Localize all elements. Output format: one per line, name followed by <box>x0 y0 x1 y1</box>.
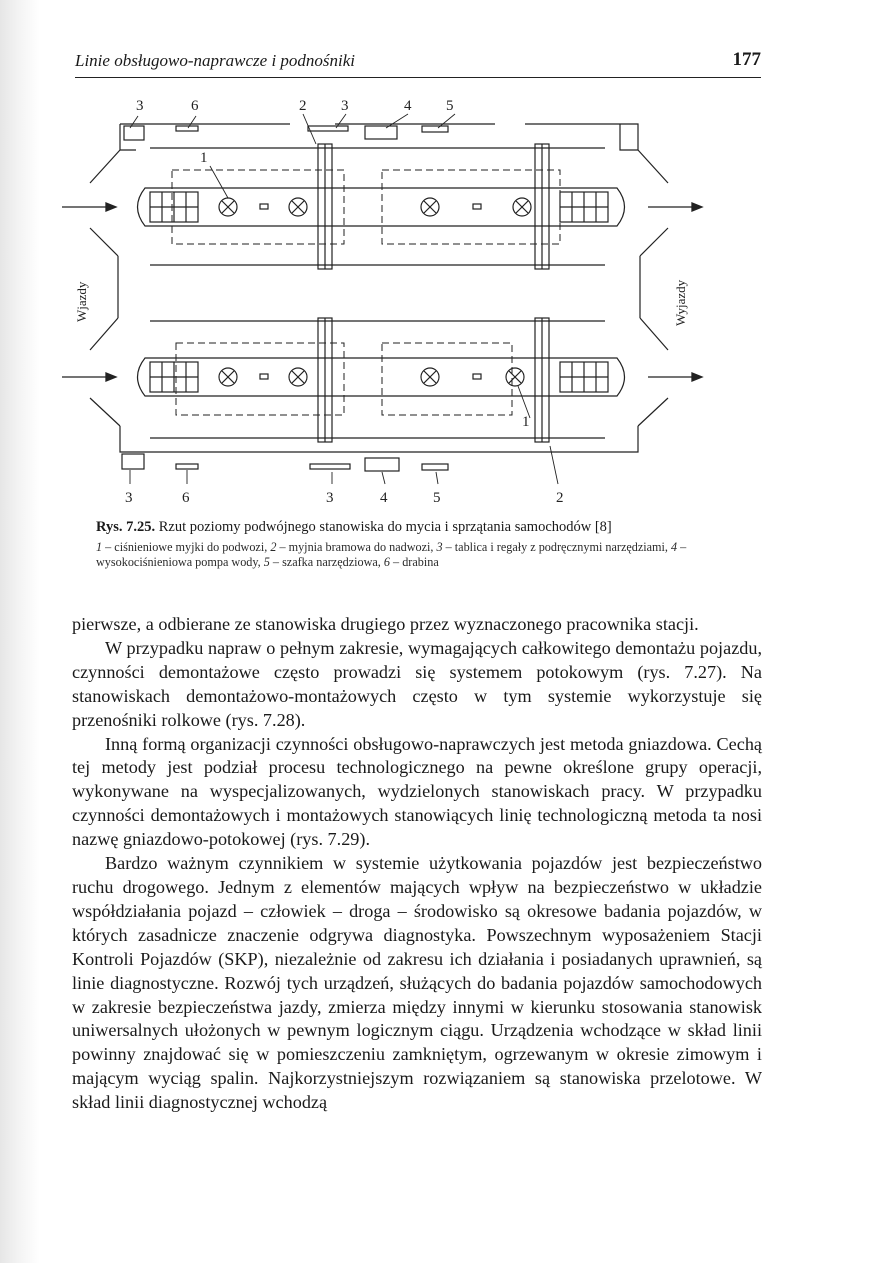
legend-text-6: – drabina <box>390 555 439 569</box>
callout-top-4: 4 <box>404 98 412 114</box>
paragraph-road-safety: Bardzo ważnym czynnikiem w systemie użytkowania pojazdów jest bezpieczeństwo ruchu drogowego. Jednym z elementów mających wpływ na bezpieczeństwo w układzie współdziałania pojazd – człowiek – droga – środowisko są okresowe badania pojazdów, w których zasadnicze znaczenie odgrywa diagnostyka. Powszechnym wyposażeniem Stacji Kontroli Pojazdów (SKP), niezależnie od zakresu ich działania i posiadanych uprawnień, są linie diagnostyczne. Rozwój tych urządzeń, służących do badania pojazdów samochodowych w zakresie bezpieczeństwa jazdy, zmierza między innymi w kierunku stosowania stanowisk uniwersalnych ułożonych w pewnym logicznym ciągu. Urządzenia wchodzące w skład linii powinny znajdować się w pomieszczeniu zamkniętym, ogrzewanym w okresie zimowym i mającym wyciąg spalin. Najkorzystniejszym rozwiązaniem są stanowiska przelotowe. W skład linii diagnostycznej wchodzą <box>72 853 762 1113</box>
body-text <box>72 613 762 1115</box>
legend-num-2: 2 <box>270 540 277 554</box>
figure-caption <box>96 519 772 536</box>
page-gutter-shadow <box>0 0 40 1263</box>
callout-bottom-6: 6 <box>182 490 190 506</box>
legend-text-3: – tablica i regały z podręcznymi narzędziami, <box>442 540 672 554</box>
callout-top-2: 2 <box>299 98 307 114</box>
paragraph-full-repairs: W przypadku napraw o pełnym zakresie, wymagających całkowitego demontażu pojazdu, czynności demontażowe często prowadzi się systemem potokowym (rys. 7.27). Na stanowiskach demontażowo-montażowych często w tym systemie wykorzystuje się przenośniki rolkowe (rys. 7.28). <box>72 637 762 730</box>
legend-num-4: 4 <box>671 540 678 554</box>
callout-top-3a: 3 <box>136 98 144 114</box>
figure-legend <box>96 540 772 570</box>
side-label-exits: Wyjazdy <box>673 279 688 326</box>
callout-top-5: 5 <box>446 98 454 114</box>
legend-text-4: – wysokociśnieniowa pompa wody, <box>96 540 687 569</box>
paragraph-nest-method: Inną formą organizacji czynności obsługowo-naprawczych jest metoda gniazdowa. Cechą tej metody jest podział procesu technologicznego na pewne określone grupy operacji, wykonywane na wyspecjalizowanych, wydzielonych stanowiskach pracy. W przypadku czynności demontażowych i montażowych stanowiących linię technologiczną metoda ta nosi nazwę gniazdowo-potokowej (rys. 7.29). <box>72 733 762 850</box>
callout-bottom-2: 2 <box>556 490 564 506</box>
legend-num-5: 5 <box>263 555 270 569</box>
page-number: 177 <box>732 49 761 70</box>
callout-inner-1b: 1 <box>522 414 530 430</box>
callout-inner-1a: 1 <box>200 150 208 166</box>
legend-num-6: 6 <box>383 555 390 569</box>
callout-top-3b: 3 <box>341 98 349 114</box>
callout-bottom-3b: 3 <box>326 490 334 506</box>
paragraph-continuation: pierwsze, a odbierane ze stanowiska drugiego przez wyznaczonego pracownika stacji. <box>72 614 699 634</box>
figure-caption-text: Rzut poziomy podwójnego stanowiska do mycia i sprzątania samochodów [8] <box>158 519 612 535</box>
legend-text-1: – ciśnieniowe myjki do podwozi, <box>102 540 271 554</box>
legend-text-2: – myjnia bramowa do nadwozi, <box>276 540 437 554</box>
legend-text-5: – szafka narzędziowa, <box>269 555 384 569</box>
side-label-entries: Wjazdy <box>74 281 89 322</box>
callout-bottom-4: 4 <box>380 490 388 506</box>
callout-top-6: 6 <box>191 98 199 114</box>
legend-num-3: 3 <box>436 540 443 554</box>
legend-num-1: 1 <box>96 540 103 554</box>
page-header <box>75 49 761 78</box>
floor-plan-figure <box>60 88 780 513</box>
figure-number: Rys. 7.25. <box>96 519 156 535</box>
callout-bottom-5: 5 <box>433 490 441 506</box>
callout-bottom-3a: 3 <box>125 490 133 506</box>
running-title: Linie obsługowo-naprawcze i podnośniki <box>75 51 356 70</box>
